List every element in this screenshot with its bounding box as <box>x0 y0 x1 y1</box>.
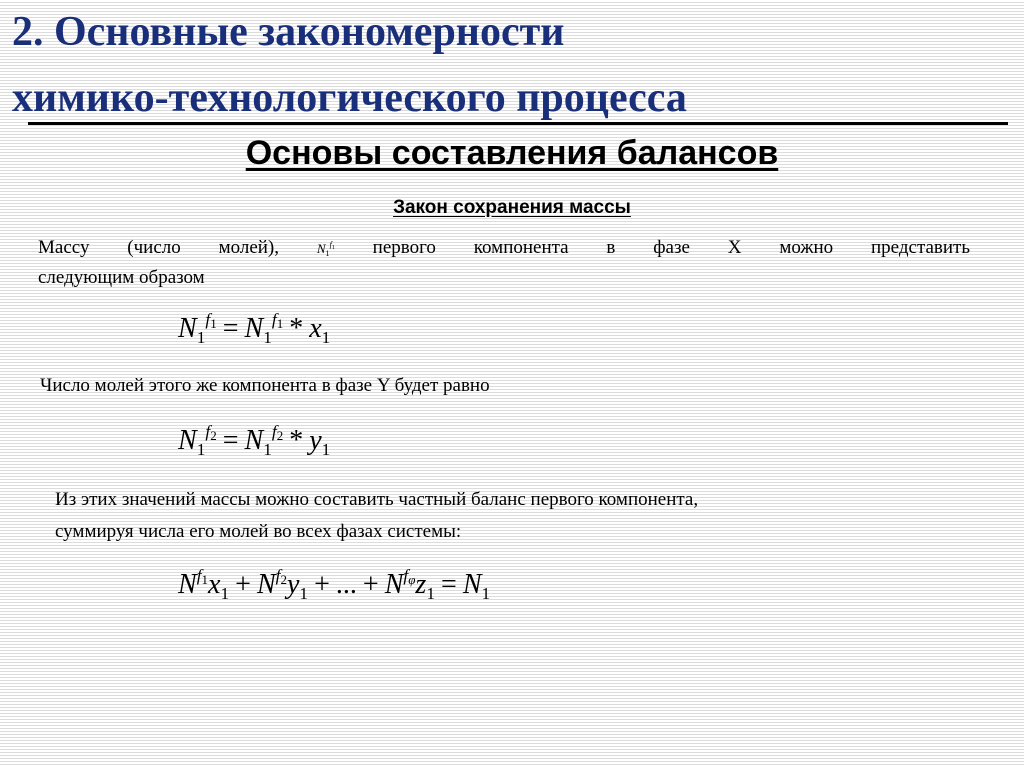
eq3-equals: = <box>441 569 457 600</box>
eq2-lhs-sub: 1 <box>196 440 206 460</box>
paragraph-mass-intro-rest: первого компонента в фазе X можно представить <box>372 237 971 258</box>
section-subtitle-text: Основы составления балансов <box>245 134 779 172</box>
eq2-rhs-sub: 1 <box>263 440 272 460</box>
eq3-t2-sup: f <box>275 565 281 585</box>
section-subtitle <box>0 132 1024 174</box>
equation-phase-y <box>178 421 331 462</box>
eq3-t2-sup-sub: 2 <box>280 572 287 588</box>
paragraph-balance-line1: Из этих значений массы можно составить частный баланс первого компонента, <box>55 489 699 510</box>
paragraph-mass-intro-start: Массу (число молей), <box>38 237 280 258</box>
eq3-rhs-sub: 1 <box>481 584 491 604</box>
eq1-lhs-sub: 1 <box>196 328 206 348</box>
eq1-times: * <box>289 313 304 344</box>
title-underline <box>28 122 1008 125</box>
eq2-lhs-sup-sub: 2 <box>210 428 217 444</box>
eq3-t2-var: y <box>286 569 300 600</box>
law-heading-text: Закон сохранения массы <box>393 197 631 218</box>
eq1-var: x <box>309 313 322 344</box>
eq3-t3-base: N <box>384 569 404 600</box>
eq3-t2-base: N <box>256 569 276 600</box>
law-heading <box>0 196 1024 220</box>
eq2-times: * <box>289 425 304 456</box>
paragraph-mass-intro-line2: следующим образом <box>38 267 205 288</box>
eq1-rhs-base: N <box>244 313 264 344</box>
eq3-rhs-base: N <box>462 569 482 600</box>
eq3-t3-sup: f <box>403 565 409 585</box>
eq2-lhs-base: N <box>178 425 197 456</box>
eq3-plus1: + <box>235 569 251 600</box>
eq3-plus3: + <box>362 569 379 600</box>
eq2-equals: = <box>222 425 239 456</box>
eq3-t3-var-sub: 1 <box>426 584 436 604</box>
eq2-var: y <box>309 425 322 456</box>
eq1-var-sub: 1 <box>321 328 331 348</box>
eq1-rhs-sup-sub: 1 <box>276 316 284 332</box>
eq1-equals: = <box>222 313 239 344</box>
slide-title-line2: химико-технологического процесса <box>12 75 687 121</box>
eq3-t1-var-sub: 1 <box>220 584 230 604</box>
eq2-rhs-sup: f <box>271 421 277 441</box>
eq3-dots: ... <box>335 569 357 600</box>
inline-symbol-sup: f <box>329 240 332 250</box>
slide-title-line1: 2. Основные закономерности <box>12 9 565 55</box>
eq1-lhs-sup: f <box>205 309 211 329</box>
eq2-lhs-sup: f <box>205 421 211 441</box>
eq3-t1-var: x <box>208 569 221 600</box>
eq3-t1-sup: f <box>196 565 202 585</box>
equation-partial-balance <box>178 565 491 606</box>
eq3-t2-var-sub: 1 <box>299 584 309 604</box>
inline-symbol-sub: 1 <box>325 248 330 258</box>
eq2-rhs-base: N <box>244 425 264 456</box>
eq3-t3-sup-sub: φ <box>408 572 416 588</box>
eq2-var-sub: 1 <box>321 440 331 460</box>
eq3-t3-var: z <box>415 569 427 600</box>
inline-symbol-base: N <box>316 241 326 256</box>
inline-symbol-sup-sub: 1 <box>331 245 335 252</box>
eq3-plus2: + <box>314 569 330 600</box>
inline-symbol-n1f1 <box>317 241 335 256</box>
paragraph-phase-y: Число молей этого же компонента в фазе Y будет равно <box>40 375 490 396</box>
paragraph-mass-intro <box>38 234 970 266</box>
eq2-rhs-sup-sub: 2 <box>276 428 284 444</box>
eq3-t1-sup-sub: 1 <box>201 572 209 588</box>
eq1-rhs-sub: 1 <box>263 328 272 348</box>
eq3-t1-base: N <box>178 569 197 600</box>
eq1-lhs-sup-sub: 1 <box>210 316 217 332</box>
equation-phase-x <box>178 309 331 350</box>
eq1-lhs-base: N <box>178 313 197 344</box>
paragraph-balance-line2: суммируя числа его молей во всех фазах системы: <box>55 521 462 542</box>
eq1-rhs-sup: f <box>271 309 277 329</box>
